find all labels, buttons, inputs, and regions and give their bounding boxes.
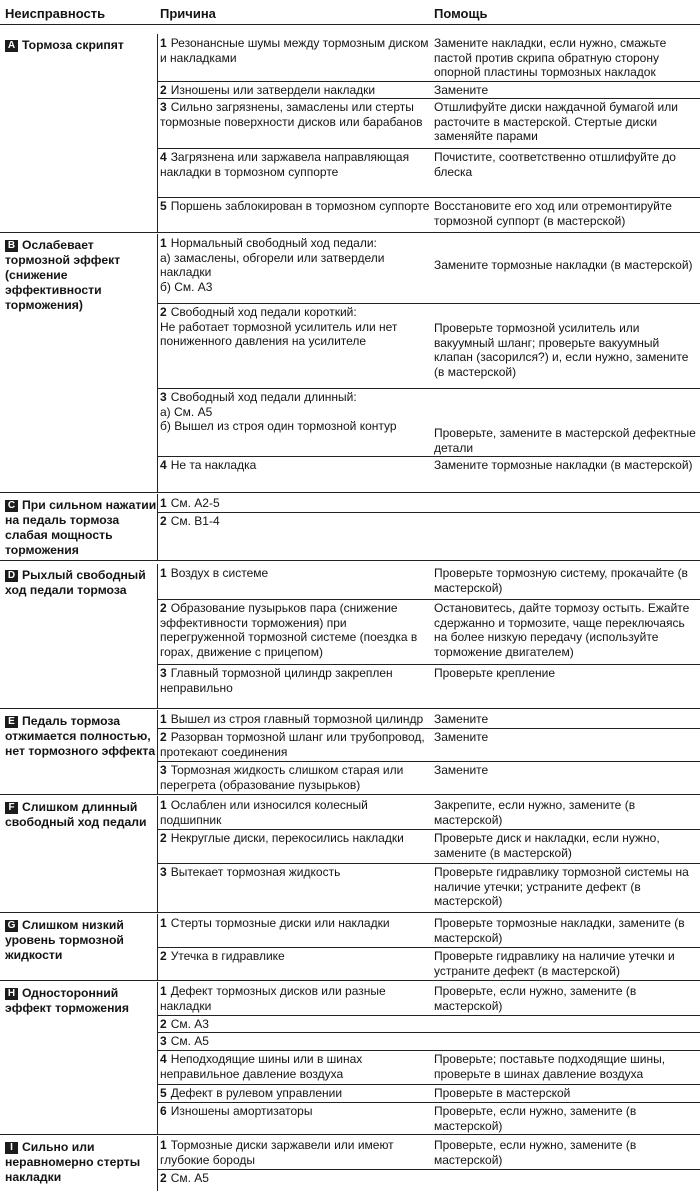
row-divider [157, 148, 700, 149]
cause-number: 1 [160, 712, 167, 726]
cause-cell [160, 601, 430, 659]
cause-text: Изношены или затвердели накладки [170, 83, 376, 97]
cause-number: 1 [160, 36, 167, 50]
column-divider [157, 494, 158, 560]
help-cell: Замените накладки, если нужно, смажьте пастой против скрипа обратную сторону опорной пластины тормозных накладок [434, 36, 667, 79]
section-letter-badge: I [5, 1142, 18, 1154]
help-cell: Проверьте крепление [434, 666, 556, 680]
cause-text: Не та накладка [170, 458, 257, 472]
section-letter-badge: C [5, 500, 18, 512]
row-divider [157, 303, 700, 304]
row-divider [157, 829, 700, 830]
fault-label-f [5, 800, 157, 830]
cause-cell [160, 83, 430, 98]
fault-label-h [5, 986, 157, 1016]
cause-cell [160, 865, 430, 880]
cause-number: 3 [160, 865, 167, 879]
cause-number: 5 [160, 1086, 167, 1100]
cause-cell [160, 1017, 430, 1032]
section-letter-badge: G [5, 920, 18, 932]
row-divider [157, 664, 700, 665]
fault-label-g [5, 918, 157, 963]
help-cell: Проверьте тормозную систему, прокачайте (в мастерской) [434, 566, 688, 595]
row-divider [157, 728, 700, 729]
help-cell: Замените [434, 712, 489, 726]
cause-number: 1 [160, 798, 167, 812]
cause-text: Тормозная жидкость слишком старая или перегрета (образование пузырьков) [160, 763, 404, 792]
help-cell: Замените [434, 763, 489, 777]
column-divider [157, 1136, 158, 1191]
row-divider [157, 947, 700, 948]
cause-number: 2 [160, 514, 167, 528]
cause-text: Образование пузырьков пара (снижение эффективности торможения) при перегруженной тормозной системе (поездка в горах, движение с прицепом) [160, 601, 418, 659]
cause-cell [160, 1086, 430, 1101]
cause-cell [160, 916, 430, 931]
cause-cell [160, 1104, 430, 1119]
section-divider [0, 794, 700, 795]
cause-cell [160, 566, 430, 581]
cause-number: 1 [160, 984, 167, 998]
cause-cell [160, 514, 430, 529]
cause-text: Стерты тормозные диски или накладки [170, 916, 390, 930]
help-cell: Проверьте тормозной усилитель или вакуумный шланг; проверьте вакуумный клапан (засорился?) и, если нужно, замените (в мастерской) [434, 321, 689, 379]
cause-text: Дефект тормозных дисков или разные накладки [160, 984, 386, 1013]
cause-number: 1 [160, 566, 167, 580]
cause-cell [160, 949, 430, 964]
cause-cell [160, 798, 430, 827]
cause-text: Разорван тормозной шланг или трубопровод, протекают соединения [160, 730, 425, 759]
help-cell: Восстановите его ход или отремонтируйте тормозной суппорт (в мастерской) [434, 199, 672, 228]
column-divider [157, 34, 158, 232]
cause-number: 3 [160, 100, 167, 114]
cause-text: Некруглые диски, перекосились накладки [170, 831, 404, 845]
fault-title: Слишком низкий уровень тормозной жидкости [5, 918, 124, 962]
header-cause: Причина [160, 6, 216, 21]
header-fault: Неисправность [5, 6, 106, 21]
section-divider [0, 980, 700, 981]
cause-text: Поршень заблокирован в тормозном суппорте [170, 199, 430, 213]
help-cell: Закрепите, если нужно, замените (в мастерской) [434, 798, 636, 827]
row-divider [157, 599, 700, 600]
cause-text: См. B1-4 [170, 514, 220, 528]
cause-text: Вышел из строя главный тормозной цилиндр [170, 712, 424, 726]
cause-cell [160, 199, 430, 214]
help-cell: Проверьте, если нужно, замените (в мастерской) [434, 1104, 637, 1133]
cause-number: 2 [160, 1171, 167, 1185]
help-cell: Проверьте гидравлику тормозной системы на наличие утечки; устраните дефект (в мастерской) [434, 865, 689, 908]
help-cell: Замените тормозные накладки (в мастерской) [434, 458, 693, 472]
cause-text: Ослаблен или износился колесный подшипник [160, 798, 368, 827]
cause-text: См. A2-5 [170, 496, 220, 510]
cause-number: 1 [160, 916, 167, 930]
row-divider [157, 1015, 700, 1016]
row-divider [157, 1084, 700, 1085]
cause-number: 1 [160, 236, 167, 250]
row-divider [157, 512, 700, 513]
cause-cell [160, 763, 430, 792]
cause-number: 2 [160, 730, 167, 744]
row-divider [157, 197, 700, 198]
cause-text: См. A3 [170, 1017, 209, 1031]
help-cell: Остановитесь, дайте тормозу остыть. Ежайте сдержанно и тормозите, чаще переключаясь на более низкую передачу (используйте торможение двигателем) [434, 601, 690, 659]
row-divider [157, 863, 700, 864]
cause-cell [160, 831, 430, 846]
cause-number: 3 [160, 390, 167, 404]
cause-number: 5 [160, 199, 167, 213]
cause-number: 1 [160, 1138, 167, 1152]
fault-title: Педаль тормоза отжимается полностью, нет тормозного эффекта [5, 714, 156, 758]
cause-subitem: а) См. A5 [160, 404, 213, 419]
column-divider [157, 564, 158, 708]
help-cell: Замените тормозные накладки (в мастерской) [434, 258, 693, 272]
section-divider [0, 232, 700, 233]
fault-title: Слишком длинный свободный ход педали [5, 800, 147, 829]
row-divider [157, 1102, 700, 1103]
help-cell: Проверьте гидравлику на наличие утечки и устраните дефект (в мастерской) [434, 949, 675, 978]
cause-text: Свободный ход педали короткий: [170, 305, 357, 319]
help-cell: Проверьте в мастерской [434, 1086, 571, 1100]
cause-text: См. A5 [170, 1034, 209, 1048]
cause-cell [160, 236, 430, 294]
cause-number: 2 [160, 1017, 167, 1031]
row-divider [157, 81, 700, 82]
header-divider [0, 24, 700, 25]
cause-text: Тормозные диски заржавели или имеют глубокие бороды [160, 1138, 394, 1167]
header-help: Помощь [434, 6, 488, 21]
help-cell: Замените [434, 730, 489, 744]
cause-number: 3 [160, 763, 167, 777]
section-letter-badge: B [5, 240, 18, 252]
section-letter-badge: H [5, 988, 18, 1000]
section-letter-badge: E [5, 716, 18, 728]
help-cell: Проверьте; поставьте подходящие шины, проверьте в шинах давление воздуха [434, 1052, 666, 1081]
fault-label-c [5, 498, 157, 558]
fault-title: Односторонний эффект торможения [5, 986, 130, 1015]
cause-cell [160, 1138, 430, 1167]
fault-label-e [5, 714, 157, 759]
cause-number: 2 [160, 83, 167, 97]
section-letter-badge: F [5, 802, 18, 814]
cause-cell [160, 390, 430, 434]
cause-text: Нормальный свободный ход педали: [170, 236, 377, 250]
section-divider [0, 492, 700, 493]
cause-text: Воздух в системе [170, 566, 269, 580]
column-divider [157, 234, 158, 492]
section-divider [0, 560, 700, 561]
fault-title: При сильном нажатии на педаль тормоза слабая мощность торможения [5, 498, 157, 557]
cause-number: 2 [160, 305, 167, 319]
fault-label-d [5, 568, 157, 598]
cause-cell [160, 730, 430, 759]
column-divider [157, 710, 158, 794]
fault-label-i [5, 1140, 157, 1185]
row-divider [157, 1032, 700, 1033]
cause-cell [160, 305, 430, 349]
help-cell: Проверьте диск и накладки, если нужно, замените (в мастерской) [434, 831, 660, 860]
cause-cell [160, 496, 430, 511]
section-divider [0, 912, 700, 913]
row-divider [157, 456, 700, 457]
cause-text: Неподходящие шины или в шинах неправильное давление воздуха [160, 1052, 363, 1081]
help-cell: Проверьте, если нужно, замените (в мастерской) [434, 1138, 637, 1167]
cause-number: 2 [160, 831, 167, 845]
cause-text: Главный тормозной цилиндр закреплен неправильно [160, 666, 393, 695]
cause-cell [160, 36, 430, 65]
column-divider [157, 796, 158, 912]
row-divider [157, 1169, 700, 1170]
cause-text: Вытекает тормозная жидкость [170, 865, 341, 879]
help-cell: Проверьте тормозные накладки, замените (в мастерской) [434, 916, 685, 945]
cause-cell [160, 150, 430, 179]
fault-title: Тормоза скрипят [22, 38, 124, 52]
column-divider [157, 982, 158, 1134]
cause-subitem: б) См. A3 [160, 279, 213, 294]
cause-cell [160, 1171, 430, 1186]
cause-number: 6 [160, 1104, 167, 1118]
cause-cell [160, 984, 430, 1013]
cause-number: 1 [160, 496, 167, 510]
section-divider [0, 708, 700, 709]
cause-text: Загрязнена или заржавела направляющая накладки в тормозном суппорте [160, 150, 410, 179]
cause-text: Изношены амортизаторы [170, 1104, 313, 1118]
cause-text: Утечка в гидравлике [170, 949, 285, 963]
cause-number: 4 [160, 1052, 167, 1066]
help-cell: Почистите, соответственно отшлифуйте до блеска [434, 150, 676, 179]
fault-title: Ослабевает тормозной эффект (снижение эффективности торможения) [5, 238, 121, 312]
cause-subitem: б) Вышел из строя один тормозной контур [160, 419, 397, 433]
help-cell: Проверьте, если нужно, замените (в мастерской) [434, 984, 637, 1013]
cause-text: См. A5 [170, 1171, 209, 1185]
section-letter-badge: A [5, 40, 18, 52]
cause-text: Дефект в рулевом управлении [170, 1086, 343, 1100]
row-divider [157, 1050, 700, 1051]
row-divider [157, 98, 700, 99]
cause-number: 2 [160, 949, 167, 963]
cause-text: Сильно загрязнены, замаслены или стерты тормозные поверхности дисков или барабанов [160, 100, 423, 129]
cause-subitem: а) замаслены, обгорели или затвердели накладки [160, 250, 385, 279]
section-divider [0, 1134, 700, 1135]
cause-number: 3 [160, 1034, 167, 1048]
section-letter-badge: D [5, 570, 18, 582]
help-cell: Отшлифуйте диски наждачной бумагой или расточите в мастерской. Стертые диски заменяйте парами [434, 100, 678, 143]
row-divider [157, 761, 700, 762]
cause-subitem: Не работает тормозной усилитель или нет пониженного давления на усилителе [160, 319, 398, 348]
help-cell: Замените [434, 83, 489, 97]
help-cell: Проверьте, замените в мастерской дефектные детали [434, 426, 696, 455]
cause-number: 3 [160, 666, 167, 680]
cause-cell [160, 712, 430, 727]
cause-cell [160, 1052, 430, 1081]
cause-text: Свободный ход педали длинный: [170, 390, 357, 404]
cause-text: Резонансные шумы между тормозным диском и накладками [160, 36, 429, 65]
cause-cell [160, 458, 430, 473]
table-header [0, 0, 700, 26]
cause-cell [160, 666, 430, 695]
cause-number: 2 [160, 601, 167, 615]
cause-number: 4 [160, 150, 167, 164]
row-divider [157, 388, 700, 389]
fault-title: Рыхлый свободный ход педали тормоза [5, 568, 146, 597]
fault-title: Сильно или неравномерно стерты накладки [5, 1140, 141, 1184]
cause-cell [160, 100, 430, 129]
fault-label-a [5, 38, 157, 53]
fault-label-b [5, 238, 157, 313]
cause-cell [160, 1034, 430, 1049]
cause-number: 4 [160, 458, 167, 472]
